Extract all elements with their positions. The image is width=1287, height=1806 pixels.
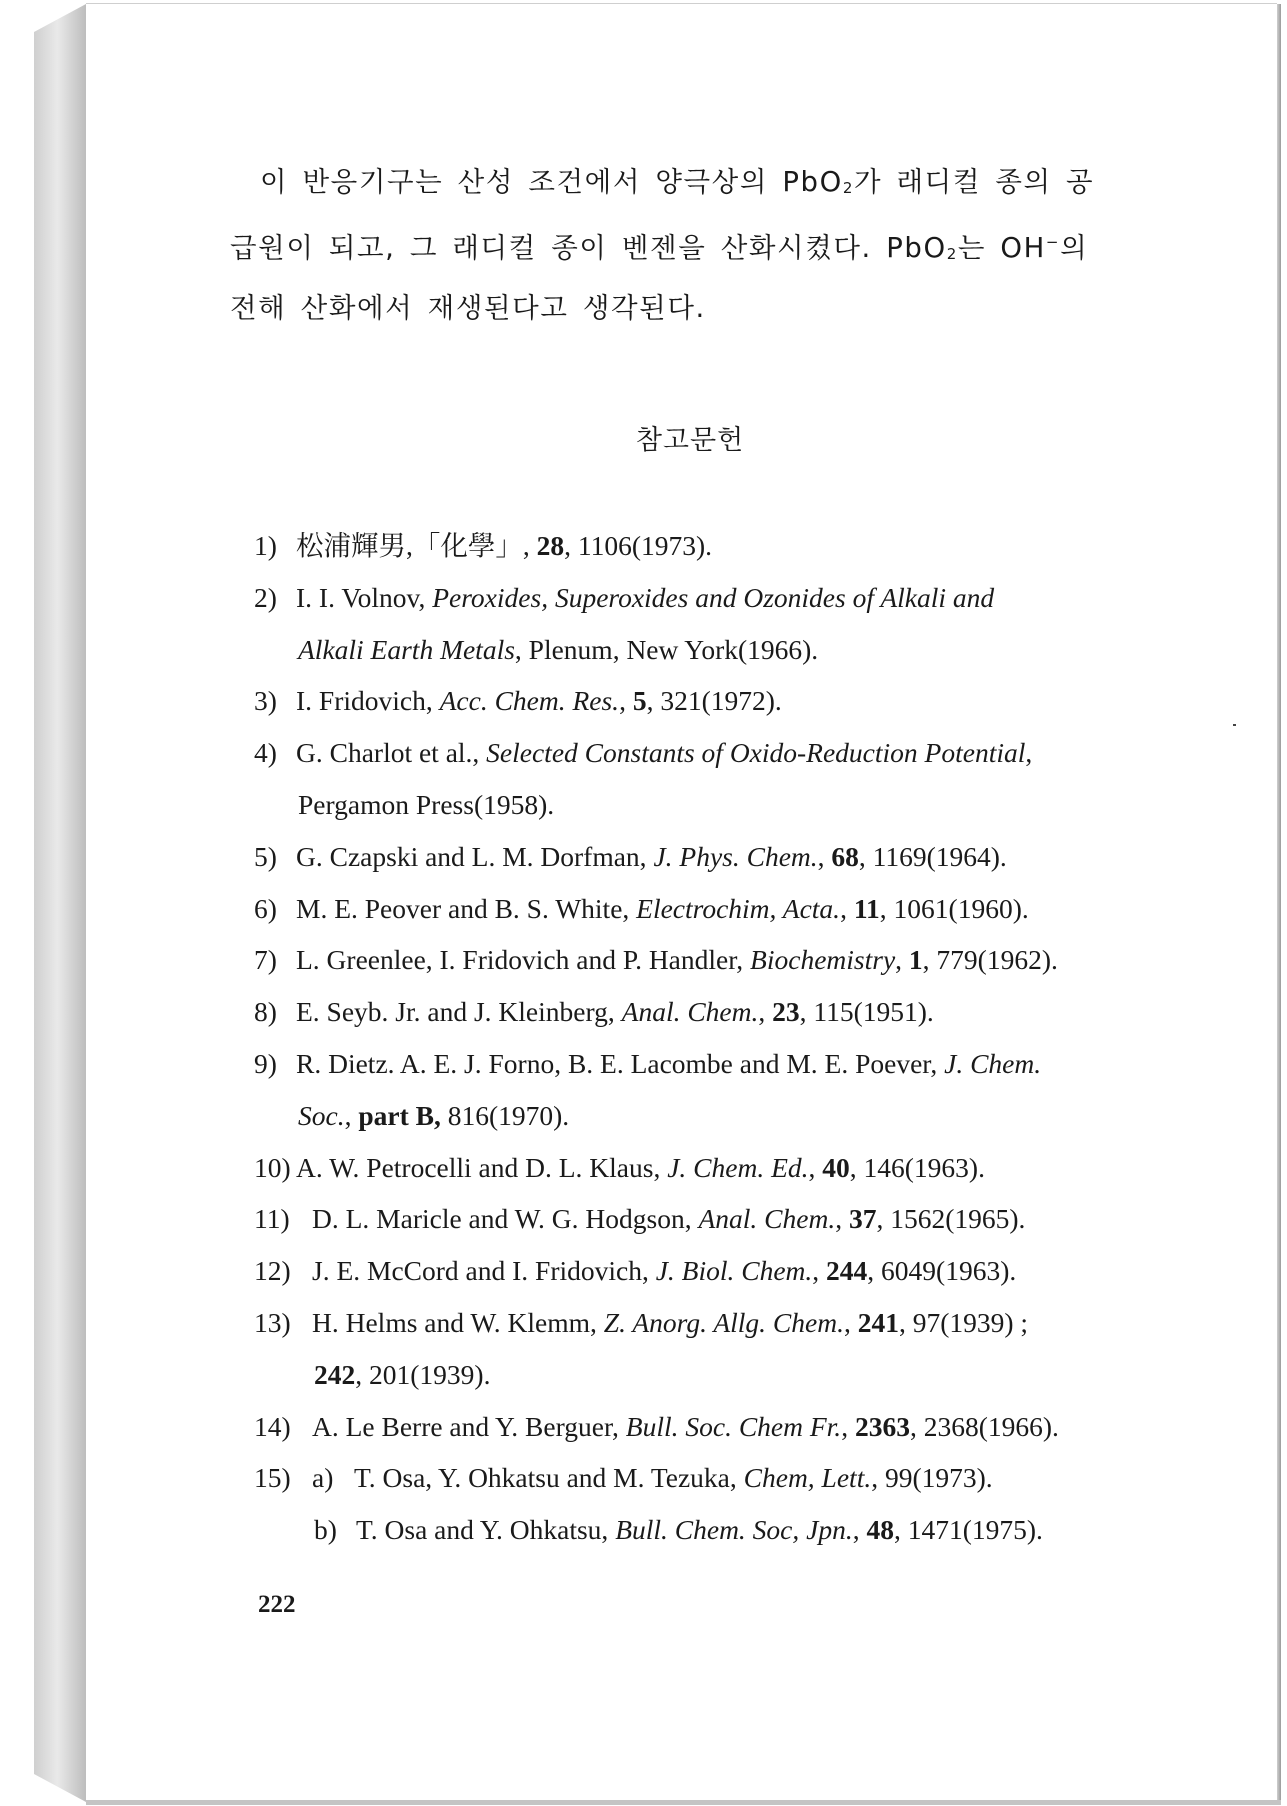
reference-15b: b) T. Osa and Y. Ohkatsu, Bull. Chem. Soc, Jpn., 48, 1471(1975).	[314, 1514, 1043, 1546]
reference-5: 5) G. Czapski and L. M. Dorfman, J. Phys. Chem., 68, 1169(1964).	[254, 840, 1007, 872]
reference-15a: 15) a) T. Osa, Y. Ohkatsu and M. Tezuka, Chem, Lett., 99(1973).	[254, 1462, 993, 1494]
ink-speck	[1233, 724, 1236, 726]
reference-13: 13) H. Helms and W. Klemm, Z. Anorg. Allg. Chem., 241, 97(1939) ;	[254, 1306, 1029, 1338]
references-heading: 참고문헌	[635, 425, 745, 456]
reference-list	[254, 520, 1154, 1556]
reference-12: 12) J. E. McCord and I. Fridovich, J. Biol. Chem., 244, 6049(1963).	[254, 1255, 1017, 1287]
page-edge-bottom	[86, 1800, 1281, 1805]
intro-paragraph	[230, 155, 1140, 335]
reference-3: 3) I. Fridovich, Acc. Chem. Res., 5, 321(1972).	[254, 685, 782, 717]
reference-11: 11) D. L. Maricle and W. G. Hodgson, Anal. Chem., 37, 1562(1965).	[254, 1203, 1026, 1235]
reference-9: 9) R. Dietz. A. E. J. Forno, B. E. Lacombe and M. E. Poever, J. Chem.	[254, 1047, 1042, 1079]
reference-6: 6) M. E. Peover and B. S. White, Electrochim, Acta., 11, 1061(1960).	[254, 892, 1029, 924]
reference-7: 7) L. Greenlee, I. Fridovich and P. Handler, Biochemistry, 1, 779(1962).	[254, 944, 1058, 976]
intro-line-2: 급원이 되고, 그 래디컬 종이 벤젠을 산화시켰다. PbO$_2$는 OH−의	[230, 232, 1089, 264]
reference-14: 14) A. Le Berre and Y. Berguer, Bull. Soc. Chem Fr., 2363, 2368(1966).	[254, 1410, 1059, 1442]
reference-9-cont: Soc., part B, 816(1970).	[298, 1099, 570, 1131]
reference-2: 2) I. I. Volnov, Peroxides, Superoxides and Ozonides of Alkali and	[254, 581, 995, 613]
book-spine	[34, 4, 86, 1802]
intro-line-1: 이 반응기구는 산성 조건에서 양극상의 PbO$_2$가 래디컬 종의 공	[260, 166, 1095, 198]
reference-1: 1) 松浦輝男,「化學」, 28, 1106(1973).	[254, 530, 713, 561]
reference-13-cont: 242, 201(1939).	[314, 1358, 491, 1390]
intro-line-3: 전해 산화에서 재생된다고 생각된다.	[230, 292, 706, 324]
reference-10: 10) A. W. Petrocelli and D. L. Klaus, J. Chem. Ed., 40, 146(1963).	[254, 1151, 985, 1183]
reference-4: 4) G. Charlot et al., Selected Constants of Oxido-Reduction Potential,	[254, 737, 1033, 769]
reference-4-cont: Pergamon Press(1958).	[298, 788, 555, 820]
page-number: 222	[258, 1591, 296, 1618]
page-edge-right	[1277, 4, 1281, 1802]
reference-2-cont: Alkali Earth Metals, Plenum, New York(1966).	[298, 633, 819, 665]
reference-8: 8) E. Seyb. Jr. and J. Kleinberg, Anal. Chem., 23, 115(1951).	[254, 996, 934, 1028]
